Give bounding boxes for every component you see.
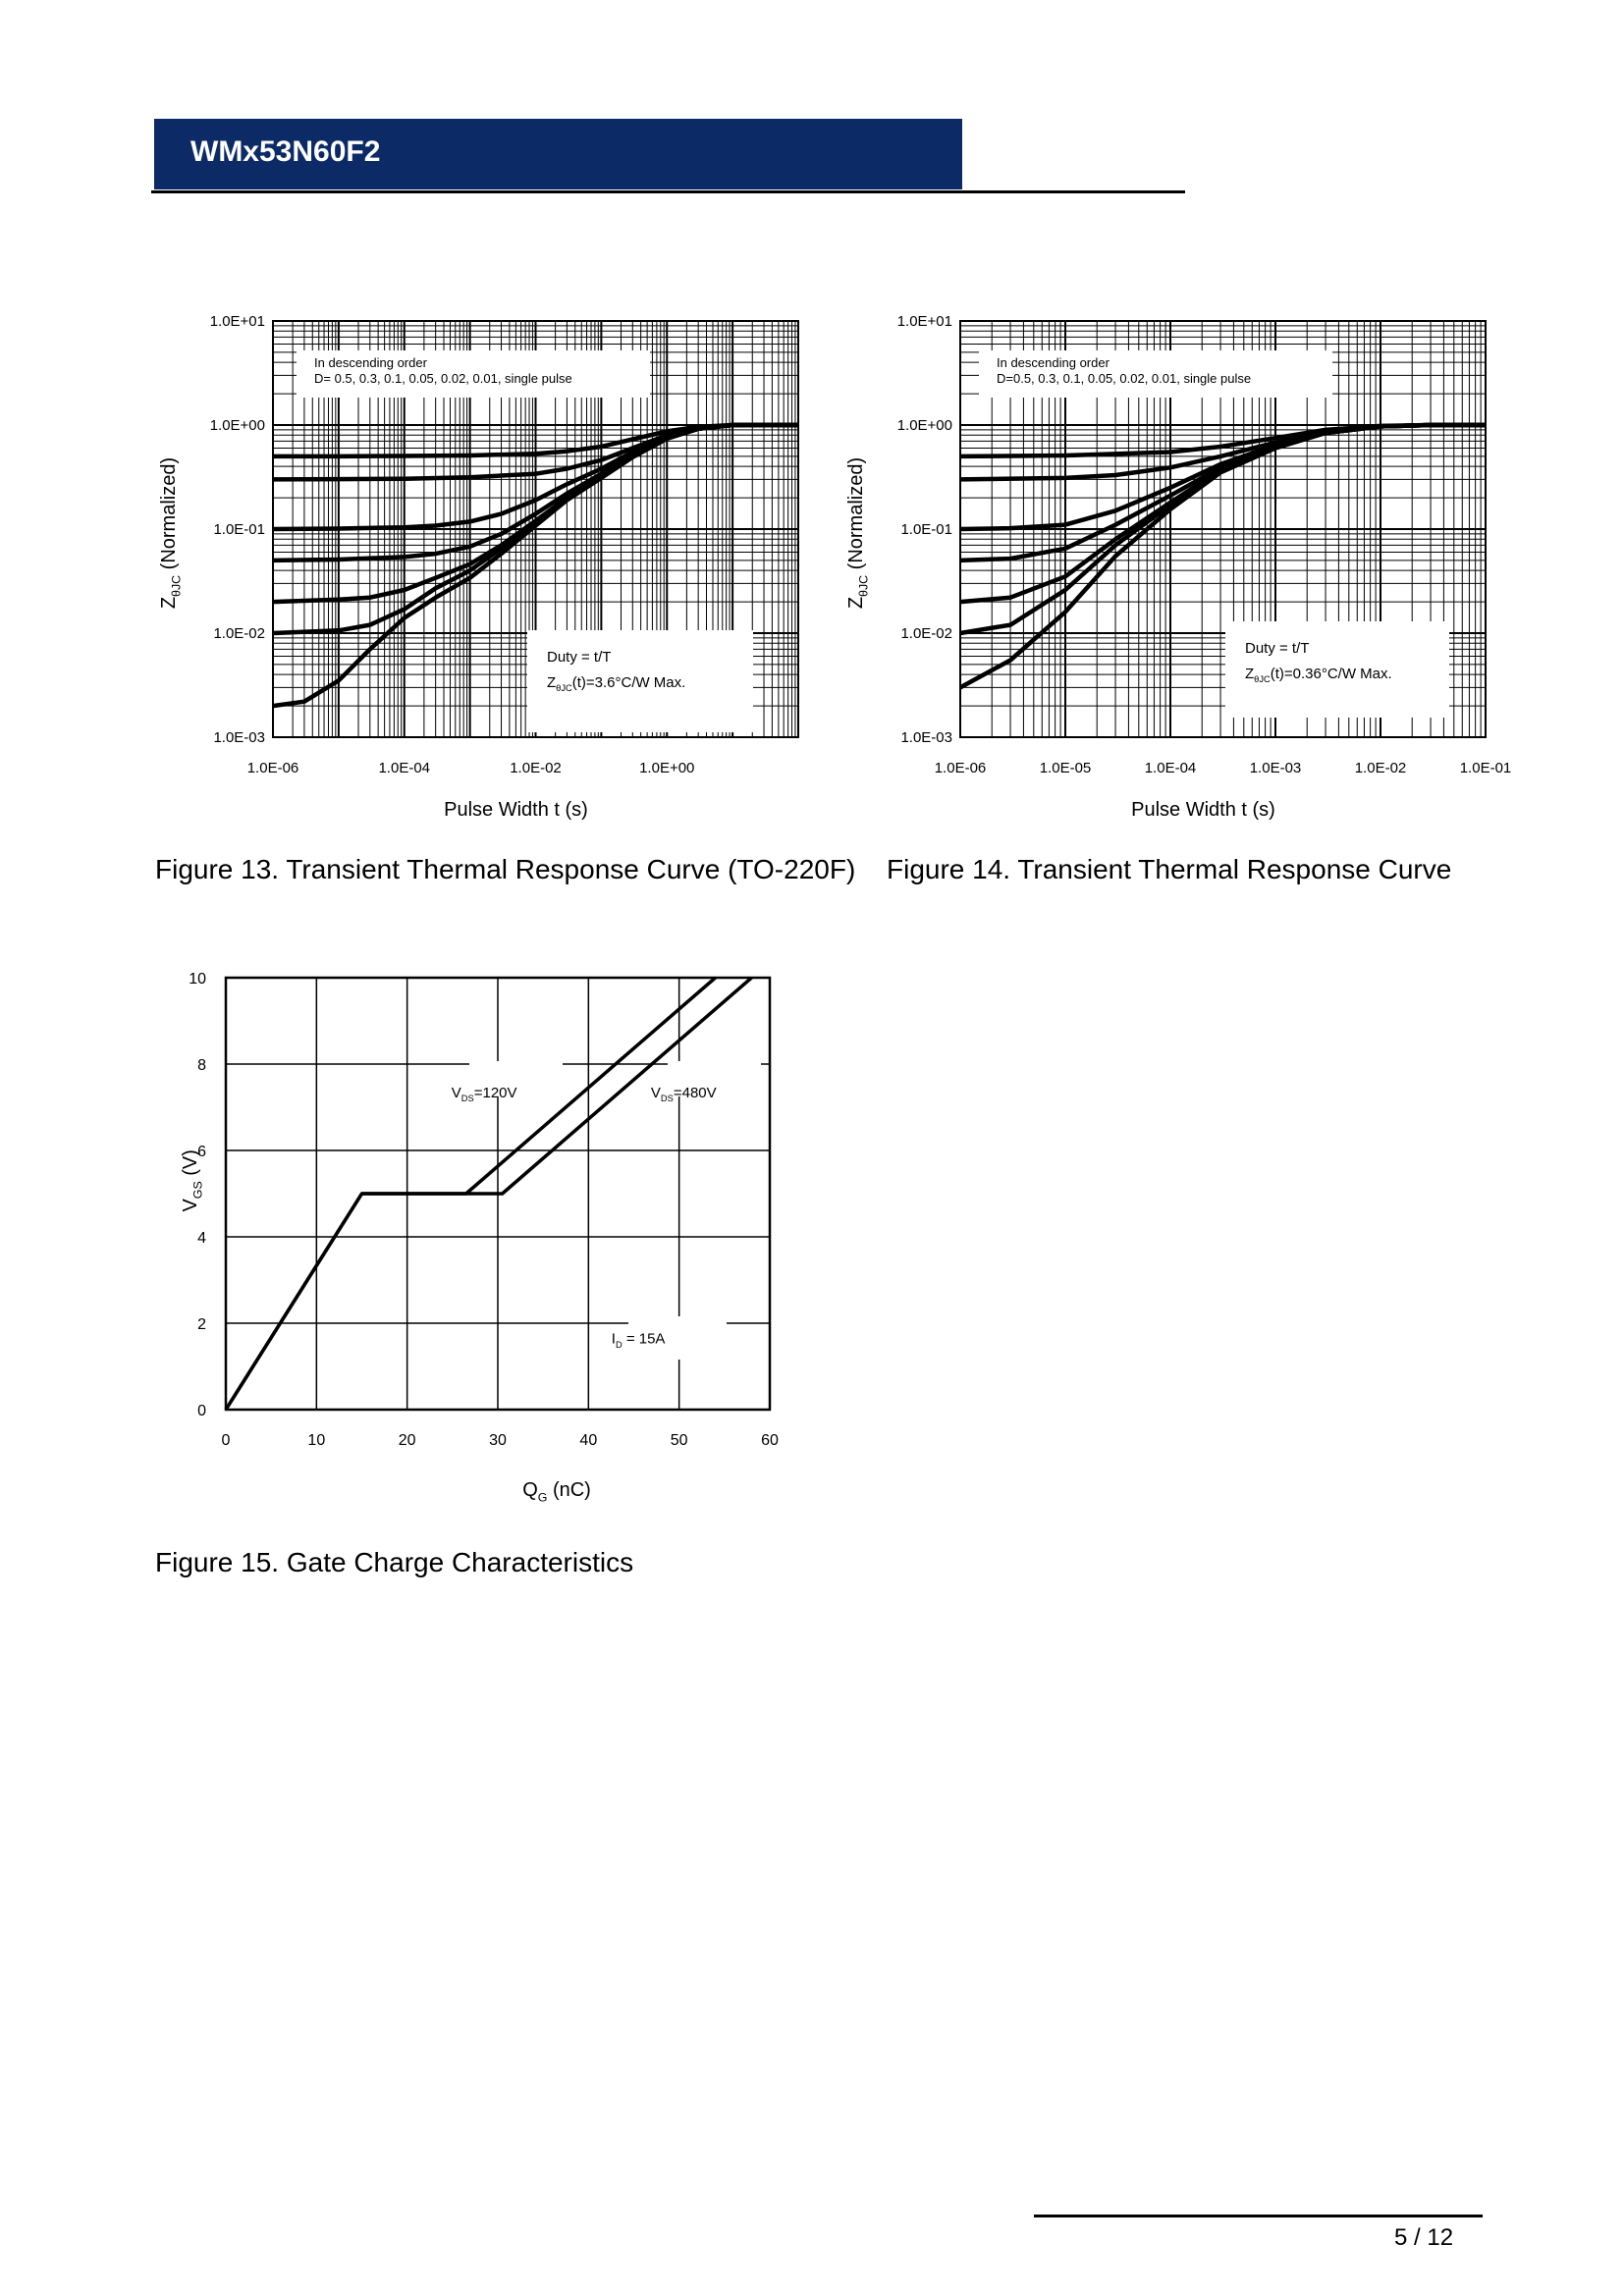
y-tick-label: 8 [197,1057,206,1074]
y-axis-label: $Z_{\theta JC}$ (Normalized) [845,456,871,610]
y-tick-label: 1.0E+01 [209,313,265,330]
x-axis-label: $Q_G$ (nC) [522,1479,591,1505]
x-tick-label: 1.0E-04 [378,760,431,776]
document-title: WMx53N60F2 [190,135,381,168]
figure-14-caption: Figure 14. Transient Thermal Response Curve [887,854,1452,884]
footer-rule [1034,2215,1483,2217]
y-tick-label: 1.0E-01 [213,521,265,538]
x-tick-label: 1.0E-06 [246,760,299,776]
x-tick-label: 10 [307,1432,326,1449]
x-axis-label: Pulse Width t (s) [1131,799,1275,821]
annotation-label-1: $V_{DS}=120V$ [451,1084,517,1103]
x-tick-label: 20 [398,1432,416,1449]
y-tick-label: 1.0E-02 [213,625,265,642]
y-tick-label: 1.0E-03 [900,729,952,746]
figure-15-caption: Figure 15. Gate Charge Characteristics [155,1547,634,1577]
y-axis-label: $V_{GS}$ (V) [180,1149,205,1212]
x-tick-label: 1.0E-05 [1039,760,1092,776]
note-zthjc: $Z_{\theta JC}(t)=0.36^\circ C/W$ Max. [1245,666,1392,685]
annotation-label-2: $V_{DS}=480V$ [650,1084,717,1103]
x-tick-label: 50 [670,1432,688,1449]
note-zthjc: $Z_{\theta JC}(t)=3.6^\circ C/W$ Max. [547,674,686,694]
legend-line-2: D=0.5, 0.3, 0.1, 0.05, 0.02, 0.01, single pulse [997,371,1252,386]
y-tick-label: 6 [197,1144,206,1160]
y-tick-label: 1.0E-01 [900,521,952,538]
chart-fig15 [0,0,805,1531]
page-number: 5 / 12 [1394,2224,1454,2251]
x-axis-label: Pulse Width t (s) [444,799,588,821]
x-tick-label: 1.0E-04 [1144,760,1197,776]
legend-line-2: D= 0.5, 0.3, 0.1, 0.05, 0.02, 0.01, single pulse [314,371,572,386]
annotation-label-3: $I_D = 15A$ [611,1330,666,1350]
y-tick-label: 2 [197,1316,206,1333]
x-tick-label: 1.0E-02 [1354,760,1407,776]
y-tick-label: 1.0E-02 [900,625,952,642]
x-tick-label: 30 [489,1432,507,1449]
x-tick-label: 1.0E-06 [934,760,987,776]
note-duty: Duty = t/T [1245,640,1310,657]
x-tick-label: 1.0E-03 [1249,760,1302,776]
figure-13-caption: Figure 13. Transient Thermal Response Curve (TO-220F) [155,854,856,884]
x-tick-label: 60 [761,1432,779,1449]
y-axis-label: $Z_{\theta JC}$ (Normalized) [158,456,184,610]
y-tick-label: 1.0E+01 [896,313,952,330]
y-tick-label: 10 [189,971,206,988]
x-tick-label: 1.0E-01 [1459,760,1512,776]
x-tick-label: 0 [221,1432,231,1449]
y-tick-label: 1.0E-03 [213,729,265,746]
x-tick-label: 40 [579,1432,598,1449]
y-tick-label: 4 [197,1230,206,1247]
y-tick-label: 1.0E+00 [209,417,265,434]
y-tick-label: 1.0E+00 [896,417,952,434]
series-line-5 [960,425,1486,602]
x-tick-label: 1.0E-02 [510,760,562,776]
legend-line-1: In descending order [997,355,1110,370]
y-tick-label: 0 [197,1403,206,1419]
note-duty: Duty = t/T [547,649,612,666]
legend-line-1: In descending order [314,355,427,370]
x-tick-label: 1.0E+00 [639,760,695,776]
